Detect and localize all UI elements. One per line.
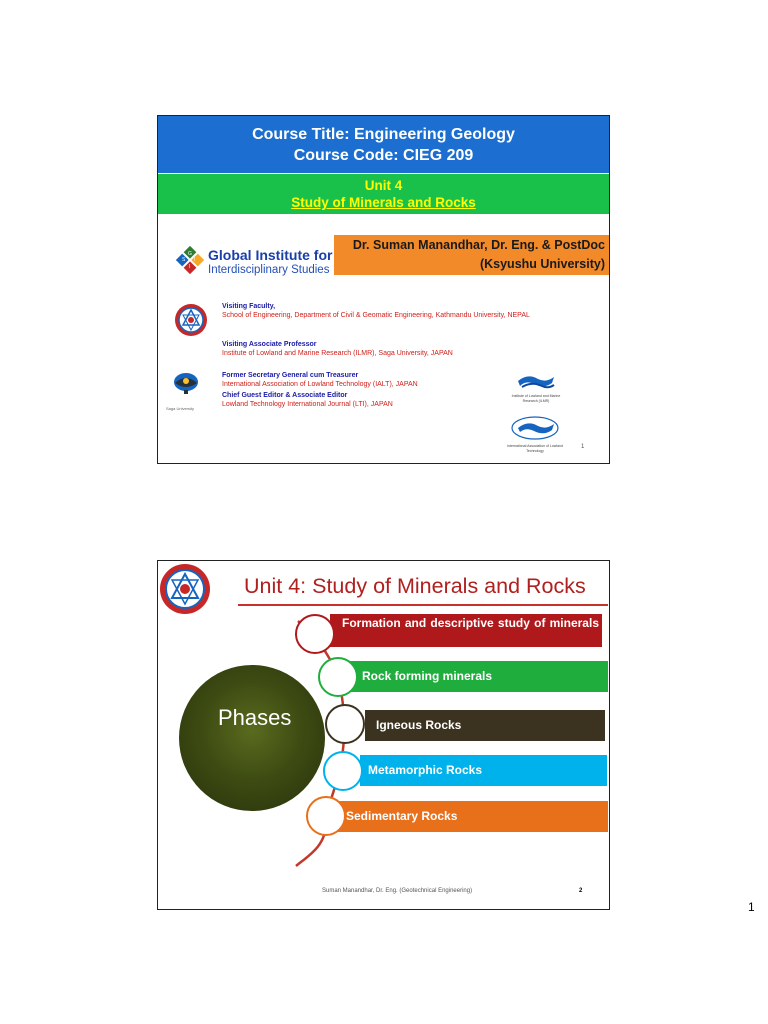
phases-label: Phases (218, 705, 292, 730)
phases-circle (179, 665, 325, 811)
affiliation (222, 302, 530, 320)
ilmr-logo-icon (516, 371, 556, 393)
affiliation-title: Former Secretary General cum Treasurer (222, 372, 359, 379)
slide-2 (157, 560, 610, 910)
affiliation-detail: School of Engineering, Department of Civil & Geomatic Engineering, Kathmandu University, NEPAL (222, 312, 530, 319)
phase-label: Metamorphic Rocks (368, 763, 483, 777)
logo-letter: S (182, 257, 186, 263)
affiliation (222, 371, 418, 389)
slide-1 (157, 115, 610, 464)
kathmandu-university-emblem-icon (174, 303, 208, 337)
phase-marker (318, 657, 358, 697)
affiliation (222, 391, 393, 409)
slide-footer: Suman Manandhar, Dr. Eng. (Geotechnical Engineering) (322, 888, 473, 894)
author-university: (Ksyushu University) (479, 257, 605, 271)
ialt-logo-icon (510, 416, 560, 440)
affiliation-detail: Lowland Technology International Journal (LTI), JAPAN (222, 401, 393, 408)
phase-item-minerals (330, 614, 602, 647)
author-banner (334, 235, 610, 275)
slide-number: 1 (581, 444, 585, 450)
affiliation (222, 340, 453, 358)
phase-item-rock-forming (348, 661, 608, 692)
unit-label: Unit 4 (364, 178, 403, 193)
phase-marker (325, 704, 365, 744)
saga-caption: Saga University (166, 406, 195, 411)
phase-label: Sedimentary Rocks (346, 809, 458, 823)
phase-marker (295, 614, 335, 654)
phase-marker (323, 751, 363, 791)
affiliation-detail: International Association of Lowland Technology (IALT), JAPAN (222, 381, 418, 388)
slide-title: Unit 4: Study of Minerals and Rocks (244, 574, 586, 598)
page-number: 1 (748, 900, 755, 914)
phase-item-sedimentary (334, 801, 608, 832)
phase-item-metamorphic (360, 755, 607, 786)
saga-university-emblem-icon (172, 371, 200, 395)
institute-name-line1: Global Institute for (208, 247, 333, 263)
phase-label: Formation and descriptive study of minerals (342, 616, 599, 630)
institute-name-line2: Interdisciplinary Studies (208, 264, 330, 276)
affiliation-title: Visiting Faculty, (222, 303, 276, 310)
ilmr-caption: Institute of Lowland and Marine Research (ILMR) (511, 394, 561, 403)
course-header (158, 116, 609, 173)
institute-name (208, 247, 332, 277)
course-code: Course Code: CIEG 209 (293, 147, 474, 164)
slide-number: 2 (579, 888, 583, 894)
author-name: Dr. Suman Manandhar, Dr. Eng. & PostDoc (352, 238, 605, 252)
logo-letter: I (189, 264, 191, 270)
phase-item-igneous (365, 710, 605, 741)
logo-letter: G (188, 251, 192, 257)
institute-logo-icon (176, 246, 204, 274)
unit-header (158, 174, 609, 214)
phase-label: Igneous Rocks (376, 718, 462, 732)
affiliation-title: Chief Guest Editor & Associate Editor (222, 392, 348, 399)
affiliation-title: Visiting Associate Professor (222, 341, 317, 348)
phase-marker (306, 796, 346, 836)
unit-title: Study of Minerals and Rocks (291, 195, 476, 210)
logo-letter: I (194, 257, 196, 263)
ialt-caption: International Association of Lowland Technology (507, 444, 563, 453)
phase-label: Rock forming minerals (362, 669, 493, 683)
course-title: Course Title: Engineering Geology (252, 126, 515, 143)
affiliation-detail: Institute of Lowland and Marine Research (ILMR), Saga University, JAPAN (222, 350, 453, 357)
